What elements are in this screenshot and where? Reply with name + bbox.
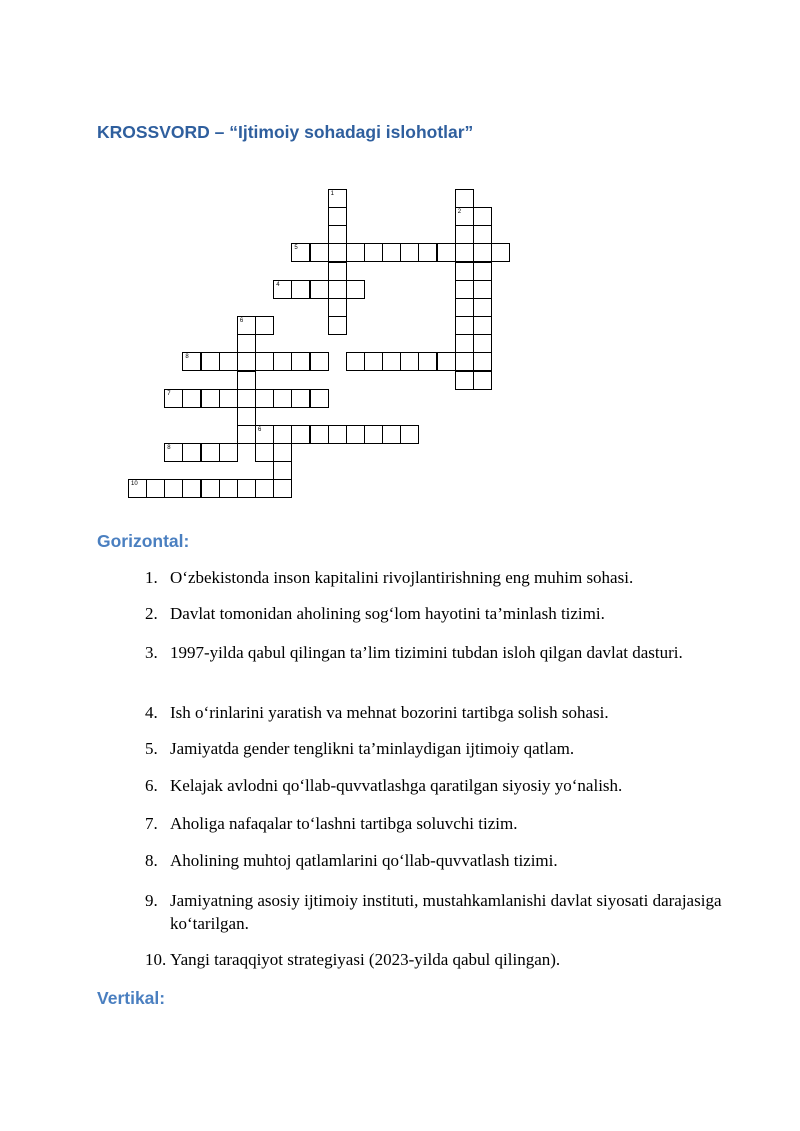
crossword-cell[interactable]	[201, 443, 220, 462]
crossword-cell[interactable]	[382, 243, 401, 262]
cell-number: 6	[239, 318, 244, 324]
crossword-cell[interactable]	[473, 207, 492, 226]
crossword-cell[interactable]	[273, 280, 292, 299]
crossword-cell[interactable]	[237, 334, 256, 353]
crossword-cell[interactable]	[437, 352, 456, 371]
clue-text: O‘zbekistonda inson kapitalini rivojlantirishning eng muhim sohasi.	[170, 568, 634, 587]
clue-item	[145, 602, 725, 625]
crossword-cell[interactable]	[273, 479, 292, 498]
crossword-cell[interactable]	[400, 425, 419, 444]
crossword-cell[interactable]	[328, 189, 347, 208]
crossword-cell[interactable]	[182, 479, 201, 498]
crossword-cell[interactable]	[291, 243, 310, 262]
clue-item	[145, 566, 725, 589]
clue-item	[145, 701, 725, 724]
crossword-cell[interactable]	[346, 352, 365, 371]
crossword-cell[interactable]	[237, 316, 256, 335]
crossword-cell[interactable]	[310, 352, 329, 371]
clue-number: 5.	[145, 739, 158, 758]
crossword-cell[interactable]	[291, 425, 310, 444]
crossword-cell[interactable]	[328, 243, 347, 262]
clue-text: Aholining muhtoj qatlamlarini qo‘llab-quvvatlash tizimi.	[170, 851, 558, 870]
clue-number: 9.	[145, 891, 158, 910]
crossword-cell[interactable]	[182, 443, 201, 462]
crossword-cell[interactable]	[255, 316, 274, 335]
crossword-cell[interactable]	[237, 371, 256, 390]
crossword-cell[interactable]	[437, 243, 456, 262]
clue-item	[145, 774, 725, 797]
clue-item	[145, 849, 725, 872]
crossword-cell[interactable]	[328, 298, 347, 317]
clue-text: Aholiga nafaqalar to‘lashni tartibga soluvchi tizim.	[170, 814, 518, 833]
crossword-cell[interactable]	[346, 243, 365, 262]
clue-text: Ish o‘rinlarini yaratish va mehnat bozorini tartibga solish sohasi.	[170, 703, 609, 722]
clue-text: Jamiyatda gender tenglikni ta’minlaydigan ijtimoiy qatlam.	[170, 739, 575, 758]
clue-text: 1997-yilda qabul qilingan ta’lim tizimini tubdan isloh qilgan davlat dasturi.	[170, 643, 683, 662]
crossword-cell[interactable]	[473, 243, 492, 262]
clue-number: 3.	[145, 643, 158, 662]
cell-number: 6	[258, 426, 262, 433]
crossword-cell[interactable]	[310, 280, 329, 299]
crossword-cell[interactable]	[473, 371, 492, 390]
crossword-cell[interactable]	[418, 352, 437, 371]
crossword-cell[interactable]	[128, 479, 147, 498]
crossword-cell[interactable]	[237, 389, 256, 408]
crossword-cell[interactable]	[164, 389, 183, 408]
crossword-cell[interactable]	[364, 352, 383, 371]
clue-number: 1.	[145, 568, 158, 587]
crossword-cell[interactable]	[473, 280, 492, 299]
clue-item	[145, 737, 725, 760]
crossword-cell[interactable]	[455, 316, 474, 335]
clue-number: 6.	[145, 776, 158, 795]
clue-number: 2.	[145, 604, 158, 623]
clue-number: 10.	[145, 950, 167, 969]
cell-number: 8	[167, 445, 171, 452]
clue-item	[145, 641, 725, 664]
clue-number: 8.	[145, 851, 158, 870]
crossword-cell[interactable]	[382, 425, 401, 444]
crossword-cell[interactable]	[455, 189, 474, 208]
crossword-cell[interactable]	[346, 280, 365, 299]
crossword-cell[interactable]	[310, 425, 329, 444]
crossword-cell[interactable]	[455, 334, 474, 353]
crossword-cell[interactable]	[291, 352, 310, 371]
crossword-cell[interactable]	[273, 352, 292, 371]
crossword-cell[interactable]	[455, 352, 474, 371]
crossword-cell[interactable]	[273, 425, 292, 444]
cell-number: 10	[131, 481, 138, 488]
crossword-cell[interactable]	[146, 479, 165, 498]
clue-item	[145, 889, 725, 935]
crossword-cell[interactable]	[418, 243, 437, 262]
clue-text: Kelajak avlodni qo‘llab-quvvatlashga qaratilgan siyosiy yo‘nalish.	[170, 776, 623, 795]
crossword-cell[interactable]	[164, 479, 183, 498]
cell-number: 5	[294, 245, 298, 252]
crossword-cell[interactable]	[237, 407, 256, 426]
crossword-cell[interactable]	[328, 316, 347, 335]
crossword-cell[interactable]	[473, 262, 492, 281]
crossword-grid	[0, 0, 800, 520]
crossword-cell[interactable]	[400, 243, 419, 262]
crossword-cell[interactable]	[219, 389, 238, 408]
crossword-cell[interactable]	[455, 207, 474, 226]
crossword-cell[interactable]	[255, 352, 274, 371]
crossword-cell[interactable]	[273, 443, 292, 462]
crossword-cell[interactable]	[364, 425, 383, 444]
clue-item	[145, 948, 725, 971]
crossword-cell[interactable]	[400, 352, 419, 371]
crossword-cell[interactable]	[455, 225, 474, 244]
cell-number: 4	[276, 281, 280, 288]
crossword-cell[interactable]	[164, 443, 183, 462]
crossword-cell[interactable]	[201, 352, 220, 371]
crossword-cell[interactable]	[473, 298, 492, 317]
crossword-cell[interactable]	[473, 316, 492, 335]
clue-number: 4.	[145, 703, 158, 722]
crossword-cell[interactable]	[455, 371, 474, 390]
crossword-cell[interactable]	[237, 425, 256, 444]
crossword-cell[interactable]	[201, 389, 220, 408]
crossword-cell[interactable]	[346, 425, 365, 444]
crossword-cell[interactable]	[182, 389, 201, 408]
crossword-cell[interactable]	[473, 225, 492, 244]
crossword-cell[interactable]	[382, 352, 401, 371]
crossword-cell[interactable]	[473, 334, 492, 353]
crossword-cell[interactable]	[237, 479, 256, 498]
crossword-cell[interactable]	[310, 389, 329, 408]
crossword-cell[interactable]	[219, 352, 238, 371]
crossword-cell[interactable]	[455, 298, 474, 317]
crossword-cell[interactable]	[455, 262, 474, 281]
crossword-cell[interactable]	[364, 243, 383, 262]
crossword-cell[interactable]	[273, 461, 292, 480]
crossword-cell[interactable]	[291, 280, 310, 299]
clue-number: 7.	[145, 814, 158, 833]
crossword-cell[interactable]	[455, 280, 474, 299]
crossword-cell[interactable]	[328, 280, 347, 299]
crossword-cell[interactable]	[328, 262, 347, 281]
crossword-cell[interactable]	[328, 425, 347, 444]
vertikal-heading: Vertikal:	[97, 988, 166, 1008]
crossword-cell[interactable]	[255, 389, 274, 408]
crossword-cell[interactable]	[255, 443, 274, 462]
crossword-cell[interactable]	[237, 352, 256, 371]
crossword-cell[interactable]	[328, 207, 347, 226]
crossword-cell[interactable]	[455, 243, 474, 262]
clue-text: Yangi taraqqiyot strategiyasi (2023-yilda qabul qilingan).	[170, 950, 561, 969]
crossword-cell[interactable]	[473, 352, 492, 371]
crossword-cell[interactable]	[219, 443, 238, 462]
gorizontal-heading: Gorizontal:	[97, 531, 190, 551]
document-title: KROSSVORD – “Ijtimoiy sohadagi islohotlar”	[97, 122, 474, 142]
clue-text: Davlat tomonidan aholining sog‘lom hayotini ta’minlash tizimi.	[170, 604, 605, 623]
clue-text: Jamiyatning asosiy ijtimoiy instituti, mustahkamlanishi davlat siyosati darajasiga ko‘tarilgan.	[170, 891, 722, 933]
crossword-cell[interactable]	[273, 389, 292, 408]
crossword-cell[interactable]	[491, 243, 510, 262]
crossword-cell[interactable]	[328, 225, 347, 244]
cell-number: 1	[330, 191, 334, 197]
cell-number: 8	[185, 354, 189, 361]
clue-item	[145, 812, 725, 835]
crossword-cell[interactable]	[310, 243, 329, 262]
crossword-cell[interactable]	[291, 389, 310, 408]
crossword-cell[interactable]	[255, 479, 274, 498]
cell-number: 7	[167, 390, 171, 397]
crossword-cell[interactable]	[201, 479, 220, 498]
crossword-cell[interactable]	[219, 479, 238, 498]
crossword-cell[interactable]	[182, 352, 201, 371]
cell-number: 2	[457, 209, 462, 216]
crossword-cell[interactable]	[255, 425, 274, 444]
